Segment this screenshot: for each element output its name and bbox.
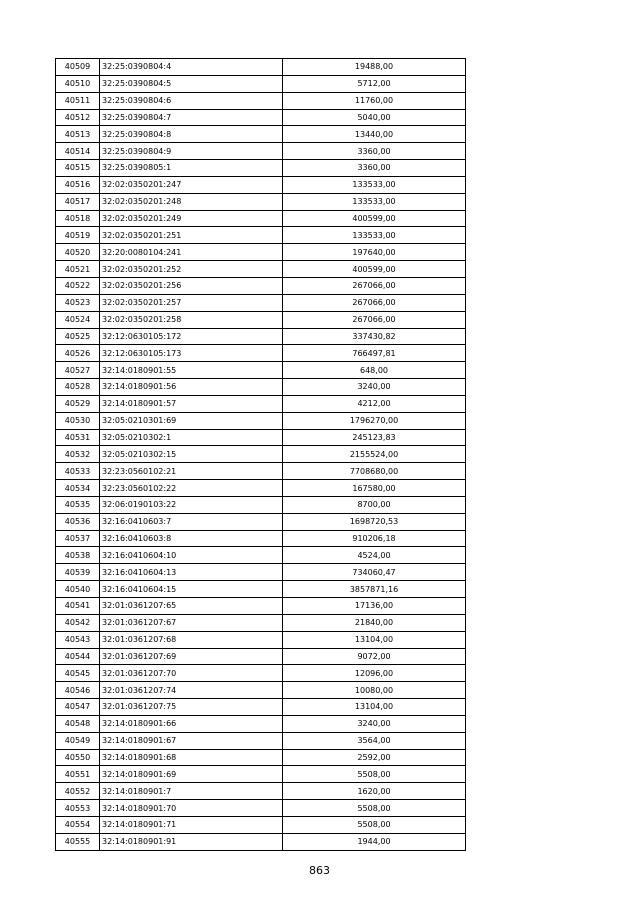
row-number-cell: 40541 (56, 598, 100, 615)
table-row (56, 614, 466, 631)
row-number-cell: 40535 (56, 496, 100, 513)
value-cell: 17136,00 (283, 598, 466, 615)
table-row (56, 598, 466, 615)
cadastral-number-cell: 32:02:0350201:252 (100, 261, 283, 278)
cadastral-number-cell: 32:05:0210301:69 (100, 412, 283, 429)
row-number-cell: 40516 (56, 176, 100, 193)
table-row (56, 294, 466, 311)
cadastral-number-cell: 32:25:0390804:5 (100, 75, 283, 92)
table-row (56, 345, 466, 362)
table-row (56, 261, 466, 278)
value-cell: 197640,00 (283, 244, 466, 261)
value-cell: 3857871,16 (283, 581, 466, 598)
table-row (56, 59, 466, 76)
table-row (56, 328, 466, 345)
table-row (56, 210, 466, 227)
value-cell: 133533,00 (283, 193, 466, 210)
cadastral-number-cell: 32:25:0390804:9 (100, 143, 283, 160)
value-cell: 133533,00 (283, 227, 466, 244)
table-row (56, 699, 466, 716)
row-number-cell: 40552 (56, 783, 100, 800)
table-row (56, 715, 466, 732)
cadastral-number-cell: 32:25:0390804:6 (100, 92, 283, 109)
data-table-container (55, 58, 466, 851)
cadastral-number-cell: 32:25:0390804:7 (100, 109, 283, 126)
value-cell: 910206,18 (283, 530, 466, 547)
table-row (56, 143, 466, 160)
table-row (56, 530, 466, 547)
table-row (56, 816, 466, 833)
table-row (56, 463, 466, 480)
table-row (56, 833, 466, 850)
cadastral-number-cell: 32:02:0350201:248 (100, 193, 283, 210)
cadastral-number-cell: 32:01:0361207:69 (100, 648, 283, 665)
row-number-cell: 40526 (56, 345, 100, 362)
row-number-cell: 40524 (56, 311, 100, 328)
value-cell: 5040,00 (283, 109, 466, 126)
table-row (56, 581, 466, 598)
cadastral-number-cell: 32:14:0180901:66 (100, 715, 283, 732)
cadastral-number-cell: 32:14:0180901:55 (100, 362, 283, 379)
table-row (56, 564, 466, 581)
value-cell: 734060,47 (283, 564, 466, 581)
row-number-cell: 40510 (56, 75, 100, 92)
cadastral-number-cell: 32:01:0361207:68 (100, 631, 283, 648)
table-row (56, 766, 466, 783)
row-number-cell: 40525 (56, 328, 100, 345)
cadastral-number-cell: 32:25:0390804:8 (100, 126, 283, 143)
value-cell: 1944,00 (283, 833, 466, 850)
row-number-cell: 40512 (56, 109, 100, 126)
row-number-cell: 40532 (56, 446, 100, 463)
table-row (56, 429, 466, 446)
row-number-cell: 40531 (56, 429, 100, 446)
row-number-cell: 40519 (56, 227, 100, 244)
value-cell: 3240,00 (283, 715, 466, 732)
row-number-cell: 40520 (56, 244, 100, 261)
cadastral-number-cell: 32:16:0410603:7 (100, 513, 283, 530)
cadastral-number-cell: 32:14:0180901:70 (100, 800, 283, 817)
cadastral-number-cell: 32:14:0180901:67 (100, 732, 283, 749)
row-number-cell: 40517 (56, 193, 100, 210)
table-row (56, 362, 466, 379)
row-number-cell: 40522 (56, 277, 100, 294)
cadastral-number-cell: 32:16:0410604:15 (100, 581, 283, 598)
table-row (56, 513, 466, 530)
table-row (56, 92, 466, 109)
value-cell: 9072,00 (283, 648, 466, 665)
cadastral-number-cell: 32:01:0361207:74 (100, 682, 283, 699)
value-cell: 4212,00 (283, 395, 466, 412)
table-body (56, 59, 466, 851)
cadastral-number-cell: 32:02:0350201:256 (100, 277, 283, 294)
table-row (56, 126, 466, 143)
cadastral-number-cell: 32:12:0630105:172 (100, 328, 283, 345)
cadastral-number-cell: 32:12:0630105:173 (100, 345, 283, 362)
table-row (56, 446, 466, 463)
table-row (56, 277, 466, 294)
cadastral-number-cell: 32:14:0180901:91 (100, 833, 283, 850)
value-cell: 2592,00 (283, 749, 466, 766)
value-cell: 5508,00 (283, 766, 466, 783)
cadastral-number-cell: 32:06:0190103:22 (100, 496, 283, 513)
value-cell: 5508,00 (283, 800, 466, 817)
cadastral-number-cell: 32:02:0350201:249 (100, 210, 283, 227)
cadastral-number-cell: 32:01:0361207:75 (100, 699, 283, 716)
value-cell: 766497,81 (283, 345, 466, 362)
table-row (56, 732, 466, 749)
value-cell: 1698720,53 (283, 513, 466, 530)
cadastral-value-table (55, 58, 466, 851)
row-number-cell: 40540 (56, 581, 100, 598)
cadastral-number-cell: 32:01:0361207:67 (100, 614, 283, 631)
row-number-cell: 40534 (56, 480, 100, 497)
page-number: 863 (309, 864, 330, 877)
row-number-cell: 40509 (56, 59, 100, 76)
table-row (56, 648, 466, 665)
value-cell: 167580,00 (283, 480, 466, 497)
cadastral-number-cell: 32:02:0350201:247 (100, 176, 283, 193)
row-number-cell: 40550 (56, 749, 100, 766)
row-number-cell: 40554 (56, 816, 100, 833)
row-number-cell: 40546 (56, 682, 100, 699)
value-cell: 13104,00 (283, 631, 466, 648)
cadastral-number-cell: 32:02:0350201:257 (100, 294, 283, 311)
row-number-cell: 40544 (56, 648, 100, 665)
value-cell: 8700,00 (283, 496, 466, 513)
value-cell: 11760,00 (283, 92, 466, 109)
cadastral-number-cell: 32:05:0210302:1 (100, 429, 283, 446)
row-number-cell: 40551 (56, 766, 100, 783)
value-cell: 648,00 (283, 362, 466, 379)
value-cell: 267066,00 (283, 294, 466, 311)
table-row (56, 496, 466, 513)
row-number-cell: 40542 (56, 614, 100, 631)
cadastral-number-cell: 32:25:0390804:4 (100, 59, 283, 76)
value-cell: 267066,00 (283, 311, 466, 328)
row-number-cell: 40553 (56, 800, 100, 817)
value-cell: 13104,00 (283, 699, 466, 716)
table-row (56, 412, 466, 429)
row-number-cell: 40515 (56, 160, 100, 177)
cadastral-number-cell: 32:14:0180901:71 (100, 816, 283, 833)
value-cell: 3564,00 (283, 732, 466, 749)
cadastral-number-cell: 32:14:0180901:56 (100, 379, 283, 396)
row-number-cell: 40548 (56, 715, 100, 732)
row-number-cell: 40529 (56, 395, 100, 412)
table-row (56, 631, 466, 648)
value-cell: 245123,83 (283, 429, 466, 446)
table-row (56, 75, 466, 92)
value-cell: 2155524,00 (283, 446, 466, 463)
value-cell: 3360,00 (283, 143, 466, 160)
row-number-cell: 40537 (56, 530, 100, 547)
table-row (56, 395, 466, 412)
value-cell: 5508,00 (283, 816, 466, 833)
value-cell: 19488,00 (283, 59, 466, 76)
row-number-cell: 40549 (56, 732, 100, 749)
row-number-cell: 40527 (56, 362, 100, 379)
cadastral-number-cell: 32:16:0410604:13 (100, 564, 283, 581)
row-number-cell: 40536 (56, 513, 100, 530)
row-number-cell: 40513 (56, 126, 100, 143)
row-number-cell: 40521 (56, 261, 100, 278)
cadastral-number-cell: 32:01:0361207:70 (100, 665, 283, 682)
value-cell: 400599,00 (283, 210, 466, 227)
row-number-cell: 40545 (56, 665, 100, 682)
value-cell: 3240,00 (283, 379, 466, 396)
table-row (56, 665, 466, 682)
value-cell: 1796270,00 (283, 412, 466, 429)
row-number-cell: 40543 (56, 631, 100, 648)
row-number-cell: 40547 (56, 699, 100, 716)
cadastral-number-cell: 32:05:0210302:15 (100, 446, 283, 463)
row-number-cell: 40514 (56, 143, 100, 160)
cadastral-number-cell: 32:02:0350201:251 (100, 227, 283, 244)
cadastral-number-cell: 32:23:0560102:21 (100, 463, 283, 480)
table-row (56, 783, 466, 800)
row-number-cell: 40511 (56, 92, 100, 109)
table-row (56, 379, 466, 396)
table-row (56, 109, 466, 126)
cadastral-number-cell: 32:01:0361207:65 (100, 598, 283, 615)
table-row (56, 227, 466, 244)
cadastral-number-cell: 32:23:0560102:22 (100, 480, 283, 497)
value-cell: 4524,00 (283, 547, 466, 564)
row-number-cell: 40539 (56, 564, 100, 581)
cadastral-number-cell: 32:14:0180901:69 (100, 766, 283, 783)
cadastral-number-cell: 32:02:0350201:258 (100, 311, 283, 328)
cadastral-number-cell: 32:20:0080104:241 (100, 244, 283, 261)
value-cell: 7708680,00 (283, 463, 466, 480)
value-cell: 13440,00 (283, 126, 466, 143)
value-cell: 21840,00 (283, 614, 466, 631)
value-cell: 337430,82 (283, 328, 466, 345)
row-number-cell: 40533 (56, 463, 100, 480)
row-number-cell: 40523 (56, 294, 100, 311)
table-row (56, 480, 466, 497)
table-row (56, 547, 466, 564)
cadastral-number-cell: 32:14:0180901:57 (100, 395, 283, 412)
value-cell: 3360,00 (283, 160, 466, 177)
row-number-cell: 40528 (56, 379, 100, 396)
value-cell: 12096,00 (283, 665, 466, 682)
value-cell: 1620,00 (283, 783, 466, 800)
row-number-cell: 40518 (56, 210, 100, 227)
value-cell: 267066,00 (283, 277, 466, 294)
table-row (56, 682, 466, 699)
table-row (56, 311, 466, 328)
value-cell: 400599,00 (283, 261, 466, 278)
table-row (56, 160, 466, 177)
cadastral-number-cell: 32:25:0390805:1 (100, 160, 283, 177)
value-cell: 10080,00 (283, 682, 466, 699)
table-row (56, 749, 466, 766)
table-row (56, 800, 466, 817)
row-number-cell: 40530 (56, 412, 100, 429)
row-number-cell: 40555 (56, 833, 100, 850)
value-cell: 5712,00 (283, 75, 466, 92)
table-row (56, 244, 466, 261)
cadastral-number-cell: 32:14:0180901:68 (100, 749, 283, 766)
value-cell: 133533,00 (283, 176, 466, 193)
table-row (56, 193, 466, 210)
row-number-cell: 40538 (56, 547, 100, 564)
table-row (56, 176, 466, 193)
cadastral-number-cell: 32:16:0410603:8 (100, 530, 283, 547)
cadastral-number-cell: 32:16:0410604:10 (100, 547, 283, 564)
cadastral-number-cell: 32:14:0180901:7 (100, 783, 283, 800)
